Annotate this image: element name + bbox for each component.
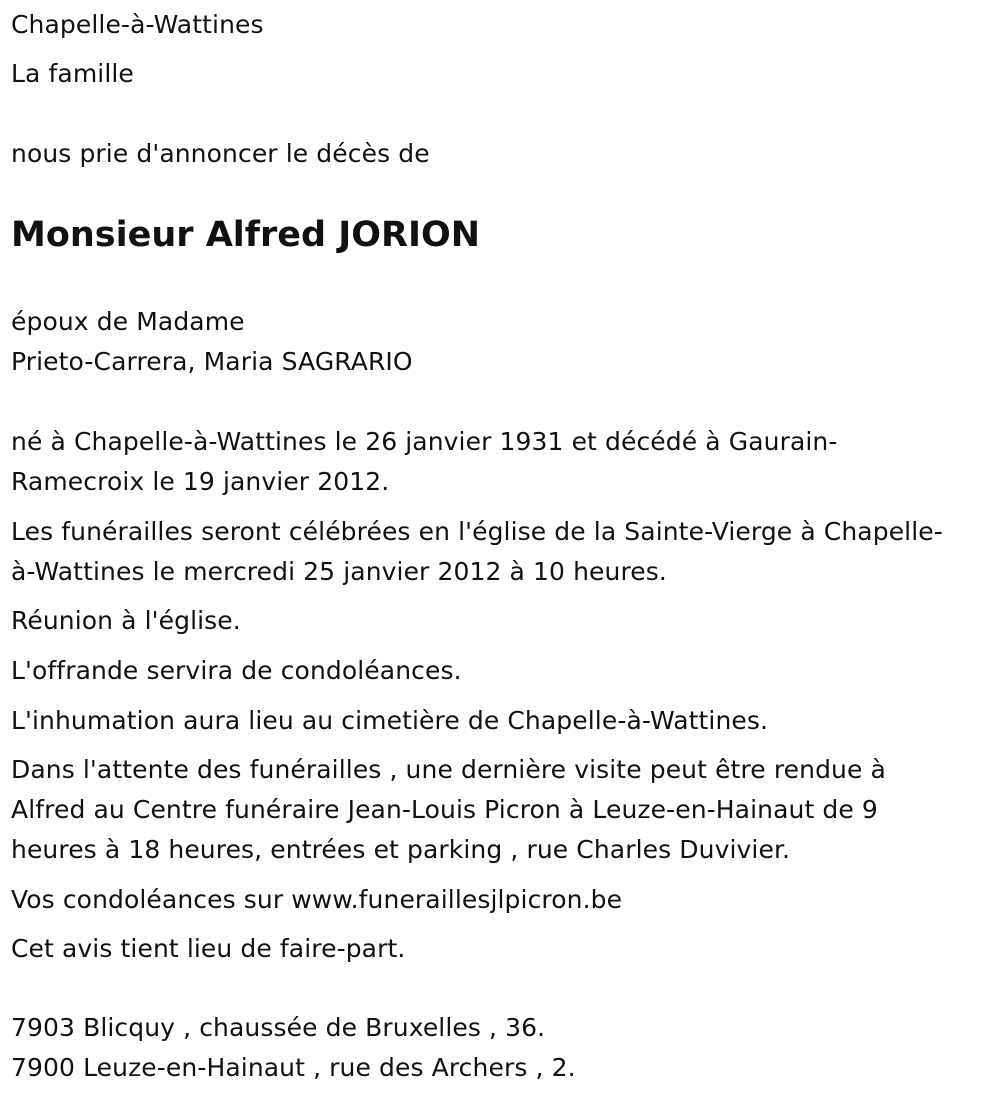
meeting-line: Réunion à l'église. [11, 606, 241, 635]
visit-line-2: Alfred au Centre funéraire Jean-Louis Picron à Leuze-en-Hainaut de 9 [11, 795, 878, 824]
visit-line-1: Dans l'attente des funérailles , une dernière visite peut être rendue à [11, 755, 886, 784]
notice-statement-line: Cet avis tient lieu de faire-part. [11, 934, 406, 963]
announcement-line: nous prie d'annoncer le décès de [11, 139, 430, 168]
spouse-line-1: époux de Madame [11, 307, 245, 336]
burial-line: L'inhumation aura lieu au cimetière de Chapelle-à-Wattines. [11, 706, 769, 735]
funeral-line-1: Les funérailles seront célébrées en l'église de la Sainte-Vierge à Chapelle- [11, 517, 943, 546]
funeral-line-2: à-Wattines le mercredi 25 janvier 2012 à 10 heures. [11, 557, 667, 586]
address-line-1: 7903 Blicquy , chaussée de Bruxelles , 36. [11, 1013, 546, 1042]
address-line-2: 7900 Leuze-en-Hainaut , rue des Archers , 2. [11, 1053, 576, 1082]
birth-death-line-1: né à Chapelle-à-Wattines le 26 janvier 1931 et décédé à Gaurain- [11, 427, 838, 456]
family-line: La famille [11, 59, 134, 88]
offering-line: L'offrande servira de condoléances. [11, 656, 462, 685]
spouse-line-2: Prieto-Carrera, Maria SAGRARIO [11, 347, 413, 376]
visit-line-3: heures à 18 heures, entrées et parking , rue Charles Duvivier. [11, 835, 791, 864]
deceased-name: Monsieur Alfred JORION [11, 215, 481, 255]
birth-death-line-2: Ramecroix le 19 janvier 2012. [11, 467, 390, 496]
place-line: Chapelle-à-Wattines [11, 10, 264, 39]
condolences-line: Vos condoléances sur www.funeraillesjlpicron.be [11, 885, 623, 914]
